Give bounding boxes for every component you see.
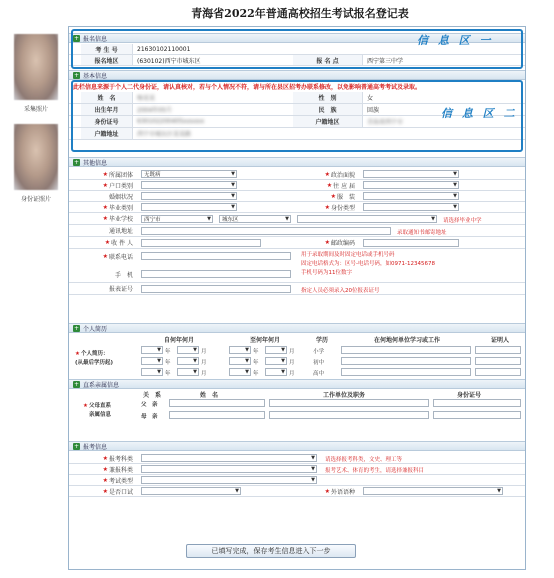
region-value: (630102)西宁市城东区 — [137, 57, 201, 65]
oral-label-text: 是否口试 — [108, 488, 133, 496]
health-select[interactable] — [141, 170, 237, 178]
chevron-down-icon: ▼ — [193, 347, 197, 353]
section-basic — [69, 70, 525, 80]
month-unit: 月 — [289, 360, 295, 366]
father-id-input[interactable] — [433, 399, 521, 407]
chevron-down-icon: ▼ — [281, 358, 285, 364]
chevron-down-icon: ▼ — [453, 171, 457, 177]
subject-hint: 请选择报考科类，文史、理工等 — [325, 457, 403, 463]
section-title: 直系亲属信息 — [83, 381, 120, 389]
health-label: ★ 所属团体 — [102, 170, 133, 179]
politics-select[interactable] — [363, 170, 459, 178]
chevron-down-icon: ▼ — [231, 204, 235, 210]
start-year-select[interactable] — [141, 368, 163, 376]
chevron-down-icon: ▼ — [311, 466, 315, 472]
phone-hint-1: 用于录取期间及时固定电话或手机号码 — [301, 252, 395, 258]
region-label: 报名地区 — [81, 55, 133, 65]
postcode-label: ★ 邮政编码 — [324, 239, 355, 247]
relation-mother: 母 亲 — [141, 414, 158, 420]
mother-id-input[interactable] — [433, 411, 521, 419]
mother-unit-input[interactable] — [269, 411, 429, 419]
section-title: 报名信息 — [83, 35, 108, 43]
year-unit: 年 — [253, 360, 259, 366]
chevron-down-icon: ▼ — [431, 216, 435, 222]
witness-input[interactable] — [475, 368, 521, 376]
birth-value: 2004年05月 — [137, 107, 172, 114]
chevron-down-icon: ▼ — [281, 369, 285, 375]
end-month-select[interactable] — [265, 357, 287, 365]
start-year-select[interactable] — [141, 346, 163, 354]
father-unit-input[interactable] — [269, 399, 429, 407]
stage-label: 初中 — [313, 360, 325, 366]
chevron-down-icon: ▼ — [245, 369, 249, 375]
school-district-value: 城东区 — [222, 217, 239, 223]
id-type-label: ★ 身份类型 — [324, 203, 355, 212]
clothing-select[interactable] — [363, 192, 459, 200]
postcode-label-text: 邮政编码 — [330, 240, 355, 247]
chevron-down-icon: ▼ — [245, 358, 249, 364]
chevron-down-icon: ▼ — [193, 369, 197, 375]
month-unit: 月 — [201, 360, 207, 366]
start-month-select[interactable] — [177, 357, 199, 365]
year-unit: 年 — [165, 349, 171, 355]
hukou-type-label: ★ 户口类别 — [102, 181, 133, 190]
address-label: 户籍地址 — [81, 128, 133, 139]
grad-type-label: ★ 毕业类别 — [102, 203, 133, 212]
chevron-down-icon: ▼ — [157, 347, 161, 353]
chevron-down-icon: ▼ — [311, 477, 315, 483]
politics-label: ★ 政治面貌 — [324, 170, 355, 179]
capture-photo — [14, 34, 58, 100]
clothing-label-text: 服 装 — [336, 193, 355, 201]
receiver-label: ★ 收 件 人 — [104, 239, 133, 247]
subject-label-text: 报考科类 — [108, 455, 133, 463]
col-end: 至何年何月 — [249, 337, 280, 344]
school-select[interactable] — [297, 215, 437, 223]
mail-addr-label: 通讯地址 — [108, 228, 133, 235]
phone-label: ★ 联系电话 — [102, 252, 133, 261]
start-month-select[interactable] — [177, 346, 199, 354]
school-label-text: 毕业学校 — [108, 216, 133, 223]
plan-label: ★ 兼报科类 — [102, 465, 133, 474]
chevron-down-icon: ▼ — [497, 488, 501, 494]
col-name: 姓 名 — [199, 392, 218, 399]
ethnic-label: 民 族 — [293, 104, 363, 115]
section-other — [69, 157, 525, 167]
marriage-select[interactable] — [141, 192, 237, 200]
chevron-down-icon: ▼ — [311, 455, 315, 461]
stage-label: 小学 — [313, 349, 325, 355]
residence-label-text: 往 应 届 — [333, 182, 355, 190]
end-year-select[interactable] — [229, 346, 251, 354]
unit-input[interactable] — [341, 357, 471, 365]
site-label: 报 名 点 — [293, 55, 363, 65]
sign-label: 报表证号 — [108, 286, 133, 293]
chevron-down-icon: ▼ — [281, 347, 285, 353]
other-row-9 — [69, 283, 525, 295]
mail-addr-hint: 录取通知书邮寄地址 — [397, 230, 447, 236]
school-city-select[interactable] — [141, 215, 213, 223]
mail-addr-input[interactable] — [141, 227, 391, 235]
zone-2-label: 信 息 区 二 — [441, 107, 518, 120]
lang-label: ★ 外语语种 — [324, 487, 355, 496]
health-select-value: 无既病 — [144, 172, 161, 178]
chevron-down-icon: ▼ — [285, 216, 289, 222]
sign-hint: 指定人员必须录入20位报表证号 — [301, 288, 380, 294]
stage-label: 高中 — [313, 371, 325, 377]
start-month-select[interactable] — [177, 368, 199, 376]
school-district-select[interactable] — [219, 215, 291, 223]
hukou-label: 户籍地区 — [293, 116, 363, 127]
expand-icon[interactable]: + — [73, 380, 80, 388]
gender-value: 女 — [367, 95, 374, 102]
col-start: 自何年何月 — [163, 337, 194, 344]
family-label-2: 亲属信息 — [89, 412, 112, 418]
id-photo-label: 身份证照片 — [20, 196, 51, 203]
expand-icon[interactable]: + — [73, 442, 80, 450]
expand-icon[interactable]: + — [73, 34, 80, 42]
type-select[interactable] — [141, 476, 317, 484]
type-label-text: 考试类型 — [108, 477, 133, 485]
resume-label-text: 个人简历： — [80, 351, 109, 357]
section-title: 个人简历 — [83, 325, 108, 333]
chevron-down-icon: ▼ — [157, 358, 161, 364]
year-unit: 年 — [253, 349, 259, 355]
id-type-label-text: 身份类型 — [330, 204, 355, 212]
type-label: ★ 考试类型 — [102, 476, 133, 485]
grad-type-label-text: 毕业类别 — [108, 204, 133, 212]
chevron-down-icon: ▼ — [231, 182, 235, 188]
grad-type-select[interactable] — [141, 203, 237, 211]
subject-select[interactable] — [141, 454, 317, 462]
chevron-down-icon: ▼ — [453, 204, 457, 210]
exam-no-label: 考 生 号 — [81, 44, 133, 54]
month-unit: 月 — [289, 371, 295, 377]
section-exam — [69, 441, 525, 451]
start-year-select[interactable] — [141, 357, 163, 365]
section-resume — [69, 323, 525, 333]
chevron-down-icon: ▼ — [157, 369, 161, 375]
unit-input[interactable] — [341, 346, 471, 354]
unit-input[interactable] — [341, 368, 471, 376]
politics-label-text: 政治面貌 — [330, 171, 355, 179]
id-type-select[interactable] — [363, 203, 459, 211]
other-row-8 — [69, 249, 525, 283]
hukou-value: 青海省西宁市 — [367, 119, 404, 126]
col-unit: 在何地何单位学习或工作 — [373, 337, 440, 344]
page-title: 青海省2022年普通高校招生考试报名登记表 — [191, 7, 409, 20]
hukou-type-select[interactable] — [141, 181, 237, 189]
id-value: 630102200405xxxxxx — [137, 118, 205, 125]
receiver-input[interactable] — [141, 239, 261, 247]
lang-select[interactable] — [363, 487, 503, 495]
chevron-down-icon: ▼ — [193, 358, 197, 364]
resume-label: ★个人简历： — [75, 351, 109, 357]
month-unit: 月 — [201, 349, 207, 355]
end-year-select[interactable] — [229, 368, 251, 376]
receiver-label-text: 收 件 人 — [111, 240, 133, 247]
phone-hint-2: 固定电话格式为：区号-电话号码，如0971-12345678 — [301, 261, 435, 267]
end-month-select[interactable] — [265, 368, 287, 376]
registration-form — [68, 26, 526, 570]
phone-input[interactable] — [141, 252, 291, 260]
name-value: 杨某某 — [137, 95, 156, 102]
resume-label-2: (从最后学历起) — [75, 360, 114, 366]
residence-label: ★ 往 应 届 — [326, 181, 355, 190]
expand-icon[interactable]: + — [73, 324, 80, 332]
chevron-down-icon: ▼ — [231, 171, 235, 177]
father-name-input[interactable] — [169, 399, 265, 407]
family-label-text: 父母直系 — [88, 403, 111, 409]
save-and-next-button[interactable]: 已填写完成，保存考生信息进入下一步 — [186, 544, 356, 558]
address-value: 西宁市城东区某某路 — [137, 131, 192, 138]
plan-label-text: 兼报科类 — [108, 466, 133, 474]
month-unit: 月 — [201, 371, 207, 377]
school-city-value: 西宁市 — [144, 217, 161, 223]
marriage-label: 婚姻状况 — [108, 193, 133, 201]
gender-label: 性 别 — [293, 92, 363, 103]
mobile-input[interactable] — [141, 270, 291, 278]
section-title: 基本信息 — [83, 72, 108, 80]
col-id: 身份证号 — [456, 392, 481, 399]
subject-label: ★ 报考科类 — [102, 454, 133, 463]
year-unit: 年 — [165, 360, 171, 366]
month-unit: 月 — [289, 349, 295, 355]
oral-select[interactable] — [141, 487, 241, 495]
chevron-down-icon: ▼ — [453, 182, 457, 188]
exam-no-value: 21630102110001 — [137, 45, 191, 53]
lang-label-text: 外语语种 — [330, 488, 355, 496]
site-value: 西宁第三中学 — [367, 57, 404, 65]
phone-hint-3: 手机号码为11位数字 — [301, 270, 352, 276]
witness-input[interactable] — [475, 346, 521, 354]
mobile-label: 手 机 — [114, 271, 133, 279]
sign-input[interactable] — [141, 285, 291, 293]
relation-father: 父 亲 — [141, 402, 158, 408]
oral-label: ★ 是否口试 — [102, 487, 133, 496]
section-title: 报考信息 — [83, 443, 108, 451]
section-title: 其他信息 — [83, 159, 108, 167]
chevron-down-icon: ▼ — [235, 488, 239, 494]
id-photo — [14, 124, 58, 190]
clothing-label: ★ 服 装 — [330, 192, 355, 201]
phone-label-text: 联系电话 — [108, 253, 133, 261]
hukou-type-label-text: 户口类别 — [108, 182, 133, 190]
mother-name-input[interactable] — [169, 411, 265, 419]
chevron-down-icon: ▼ — [453, 193, 457, 199]
chevron-down-icon: ▼ — [231, 193, 235, 199]
expand-icon[interactable]: + — [73, 158, 80, 166]
end-month-select[interactable] — [265, 346, 287, 354]
col-relation: 关 系 — [142, 392, 161, 399]
postcode-input[interactable] — [363, 239, 459, 247]
family-label: ★父母直系 — [83, 403, 111, 409]
birth-label: 出生年月 — [81, 104, 133, 115]
col-family-unit: 工作单位及职务 — [322, 392, 365, 399]
zone-1-label: 信 息 区 一 — [417, 34, 494, 47]
basic-notice: 此栏信息来源于个人二代身份证，请认真核对，若与个人情况不符，请与所在县区招考办联系修改，以免影响普通高考考试及录取。 — [73, 84, 422, 91]
expand-icon[interactable]: + — [73, 71, 80, 79]
year-unit: 年 — [165, 371, 171, 377]
chevron-down-icon: ▼ — [245, 347, 249, 353]
school-hint: 请选择毕业中学 — [443, 218, 482, 224]
col-witness: 证明人 — [490, 337, 509, 344]
name-label: 姓 名 — [81, 92, 133, 103]
capture-photo-label: 采集照片 — [23, 106, 48, 113]
witness-input[interactable] — [475, 357, 521, 365]
section-family — [69, 379, 525, 389]
id-label: 身份证号 — [81, 116, 133, 127]
chevron-down-icon: ▼ — [207, 216, 211, 222]
health-label-text: 所属团体 — [108, 171, 133, 179]
year-unit: 年 — [253, 371, 259, 377]
col-stage: 学历 — [315, 337, 328, 344]
plan-select[interactable] — [141, 465, 317, 473]
end-year-select[interactable] — [229, 357, 251, 365]
residence-select[interactable] — [363, 181, 459, 189]
school-label: ★ 毕业学校 — [102, 215, 133, 223]
plan-hint: 报考艺术、体育的考生，请选择兼报科目 — [325, 468, 425, 474]
ethnic-value: 回族 — [367, 107, 380, 114]
